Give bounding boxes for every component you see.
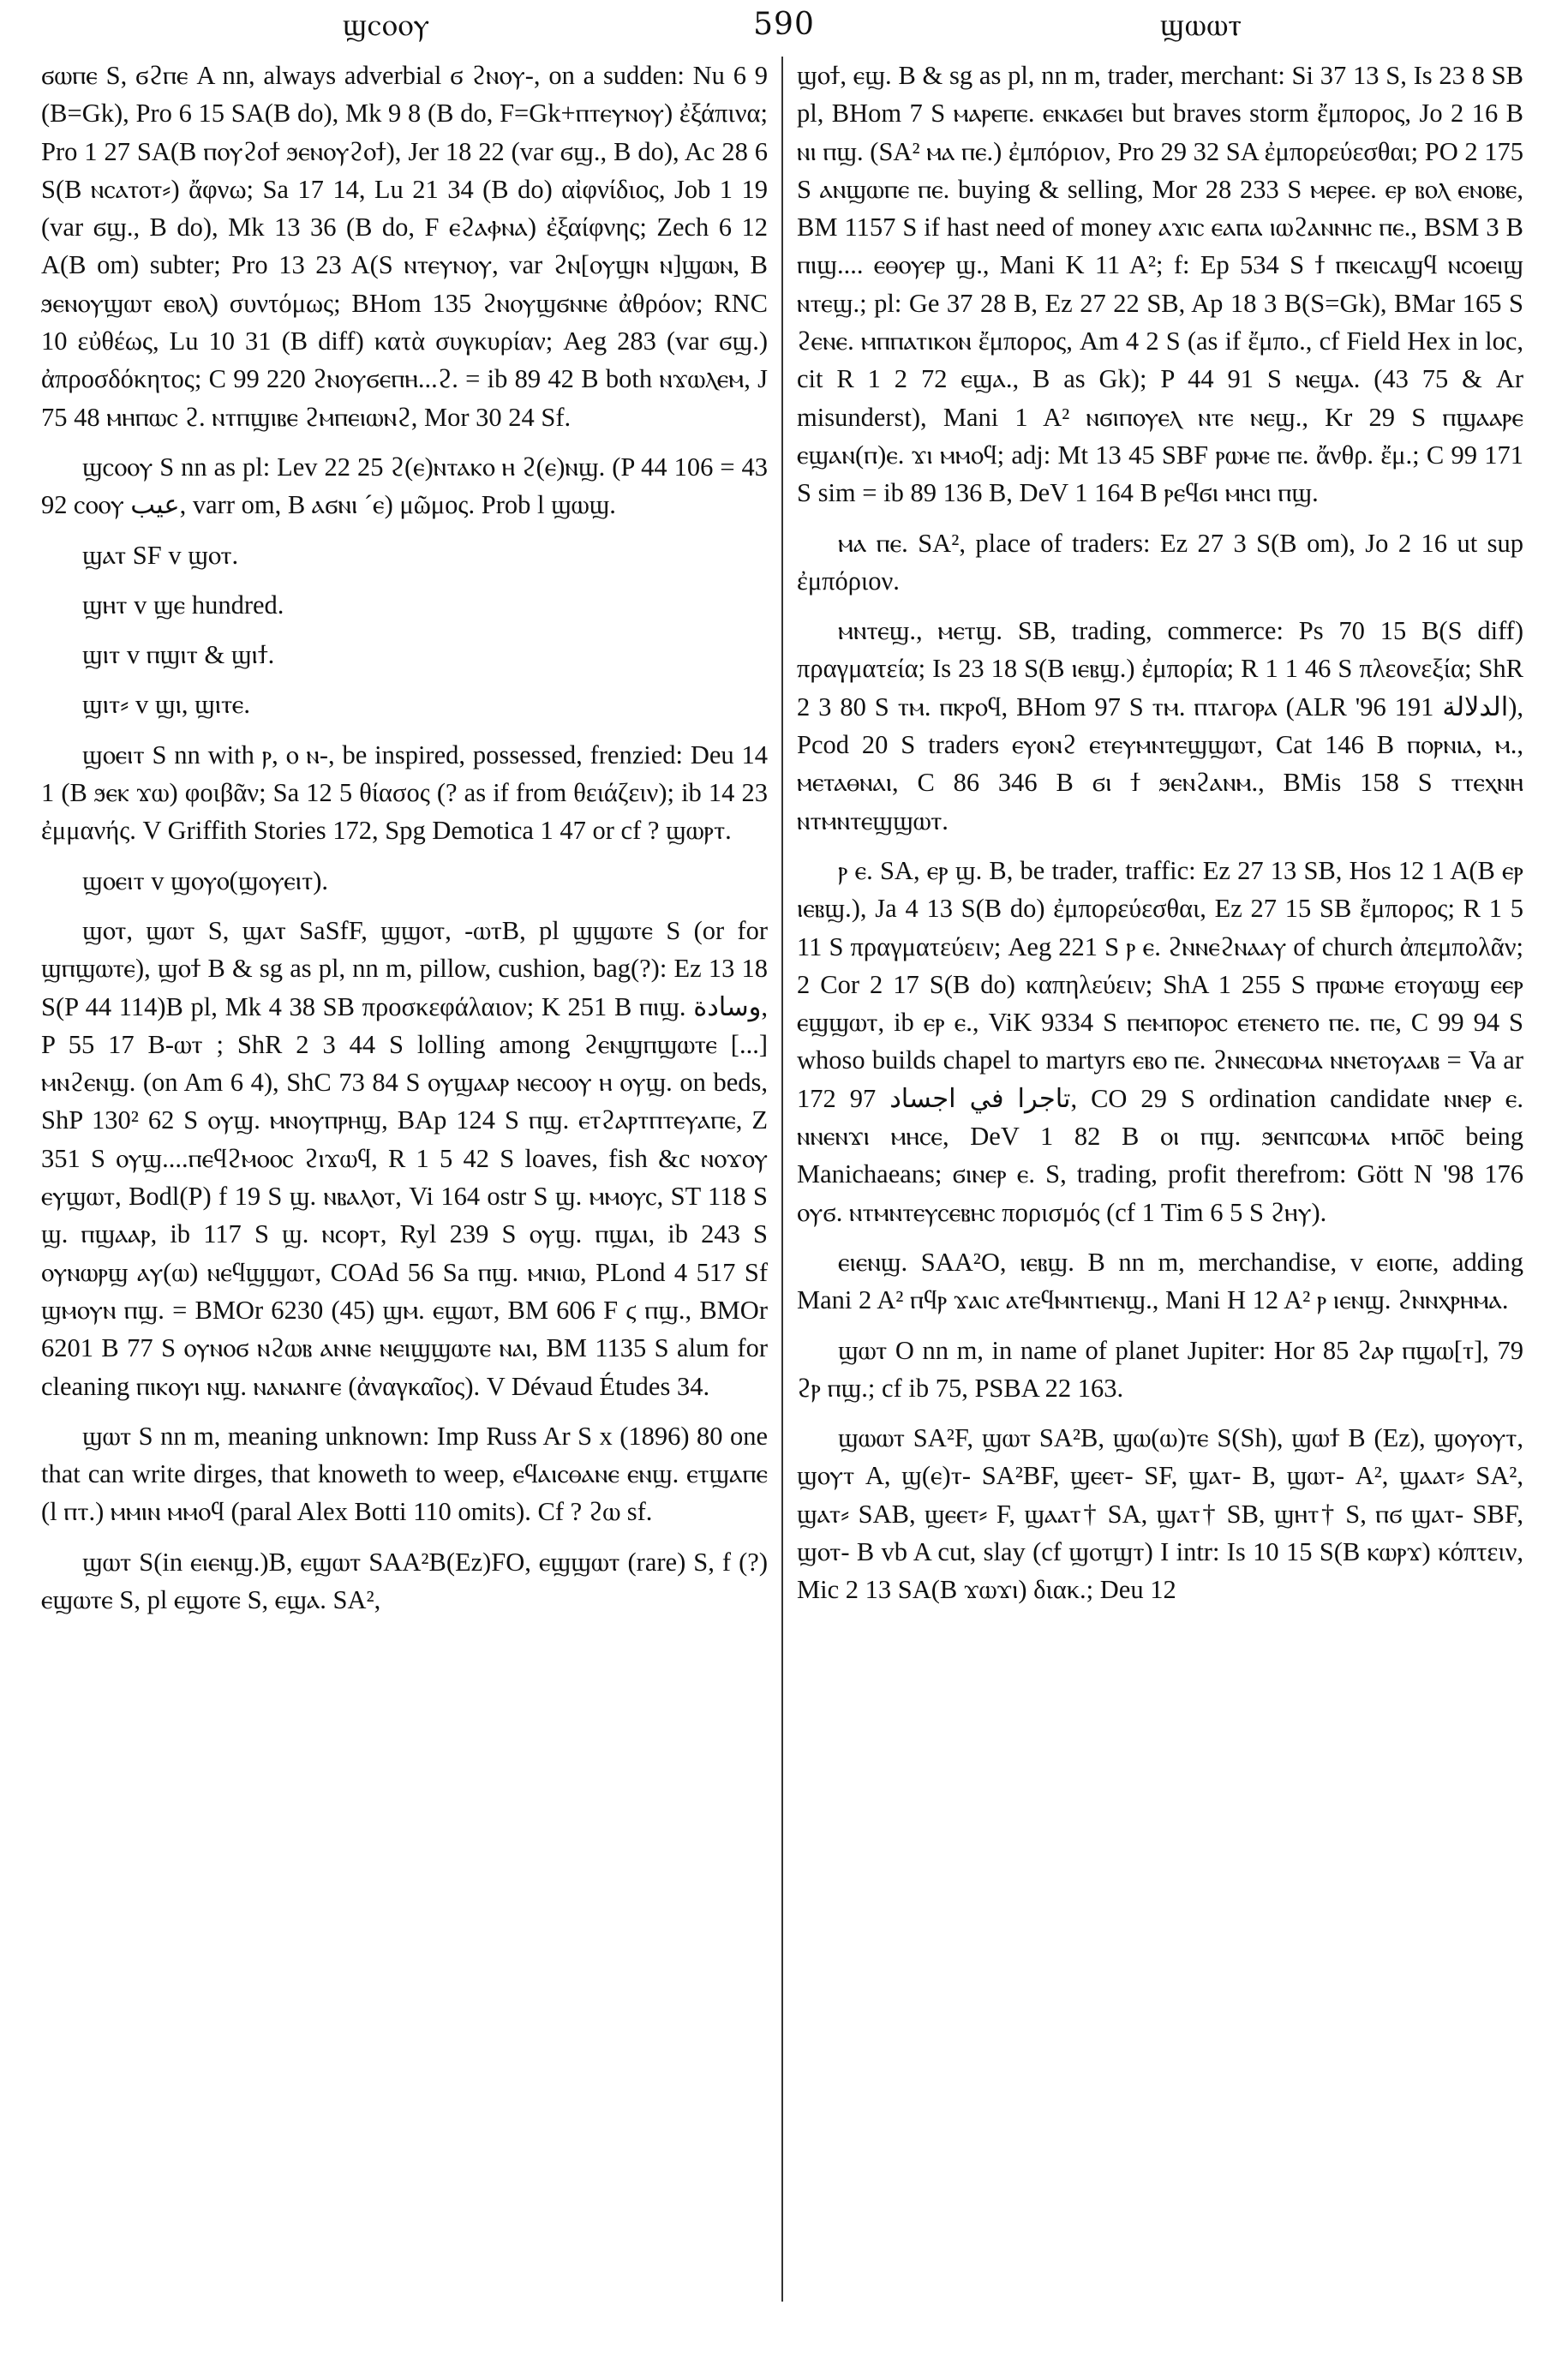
right-column <box>797 57 1523 2353</box>
two-column-body <box>41 57 1527 2353</box>
entry-paragraph: ϣⲏⲧ v ϣⲉ hundred. <box>82 590 284 620</box>
entry-paragraph: ϣⲓⲧ⸗ v ϣⲓ, ϣⲓⲧⲉ. <box>82 690 250 720</box>
entry-paragraph: ϣⲁⲧ SF v ϣⲟⲧ. <box>82 540 239 570</box>
entry-paragraph: ⲙⲁ ⲡⲉ. SA², place of traders: Ez 27 3 S(B om), Jo 2 16 ut sup ἐμπόριον. <box>797 528 1523 596</box>
entry-paragraph: ϣⲱⲱⲧ SA²F, ϣⲱⲧ SA²B, ϣⲱ(ⲱ)ⲧⲉ S(Sh), ϣⲱϯ B (Ez), ϣⲟⲩⲟⲩⲧ, ϣⲟⲩⲧ A, ϣ(ⲉ)ⲧ- SA²BF, ϣⲉⲉⲧ- SF, ϣⲁⲧ- B, ϣⲱⲧ- A², ϣⲁⲁⲧ⸗ SA², ϣⲁⲧ⸗ SAB, ϣⲉⲉⲧ⸗ F, ϣⲁⲁⲧ† SA, ϣⲁⲧ† SB, ϣⲏⲧ† S, ⲡϭ ϣⲁⲧ- SBF, ϣⲟⲧ- B vb A cut, slay (cf ϣⲟⲧϣⲧ) I intr: Is 10 15 S(B ⲕⲱⲣϫ) κόπτειν, Mic 2 13 SA(B ϫⲱϫⲓ) διακ.; Deu 12 <box>797 1423 1523 1605</box>
entry-paragraph: ϣⲟⲉⲓⲧ S nn with ⲣ, ⲟ ⲛ-, be inspired, possessed, frenzied: Deu 14 1 (B ϧⲉⲕ ϫⲱ) φοιβᾶν; Sa 12 5 θίασος (? as if from θειάζειν); ib 14 23 ἐμμανής. V Griffith Stories 172, Spg Demotica 1 47 or cf ? ϣⲱⲣⲧ. <box>41 739 768 846</box>
entry-paragraph: ϣⲱⲧ S(in ⲉⲓⲉⲛϣ.)B, ⲉϣⲱⲧ SAA²B(Ez)FO, ⲉϣϣⲱⲧ (rare) S, f (?) ⲉϣⲱⲧⲉ S, pl ⲉϣⲟⲧⲉ S, ⲉϣⲁ. SA², <box>41 1547 768 1614</box>
entry-paragraph: ϣⲱⲧ O nn m, in name of planet Jupiter: Hor 85 ϩⲁⲣ ⲡϣⲱ[ⲧ], 79 ϩⲣ ⲡϣ.; cf ib 75, PSBA 22 163. <box>797 1335 1523 1403</box>
left-column <box>41 57 768 2353</box>
page-header <box>34 7 1534 51</box>
entry-paragraph: ⲉⲓⲉⲛϣ. SAA²O, ⲓⲉⲃϣ. B nn m, merchandise, v ⲉⲓⲟⲡⲉ, adding Mani 2 A² ⲡϥⲣ ϫⲁⲓⲥ ⲁⲧⲉϥⲙⲛⲧⲓⲉⲛϣ., Mani H 12 A² ⲣ ⲓⲉⲛϣ. ϩⲛⲛⲭⲣⲏⲙⲁ. <box>797 1247 1523 1315</box>
page-number: 590 <box>753 7 815 42</box>
entry-paragraph: ϭⲱⲡⲉ S, ϭϩⲡⲉ A nn, always adverbial ϭ ϩⲛⲟⲩ-, on a sudden: Nu 6 9 (B=Gk), Pro 6 15 SA(B do), Mk 9 8 (B do, F=Gk+ⲡⲧⲉⲩⲛⲟⲩ) ἐξάπινα; Pro 1 27 SA(B ⲡⲟⲩϩⲟϯ ϧⲉⲛⲟⲩϩⲟϯ), Jer 18 22 (var ϭϣ., B do), Ac 28 6 S(B ⲛⲥⲁⲧⲟⲧ⸗) ἄφνω; Sa 17 14, Lu 21 34 (B do) αἰφνίδιος, Job 1 19 (var ϭϣ., B do), Mk 13 36 (B do, F ⲉϩⲁⲫⲛⲁ) ἐξαίφνης; Zech 6 12 A(B om) subter; Pro 13 23 A(S ⲛⲧⲉⲩⲛⲟⲩ, var ϩⲛ[ⲟⲩϣⲛ ⲛ]ϣⲱⲛ, B ϧⲉⲛⲟⲩϣⲱⲧ ⲉⲃⲟⲗ) συντόμως; BHom 135 ϩⲛⲟⲩϣϭⲛⲛⲉ ἀθρόον; RNC 10 εὐθέως, Lu 10 31 (B diff) κατὰ συγκυρίαν; Aeg 283 (var ϭϣ.) ἀπροσδόκητος; C 99 220 ϩⲛⲟⲩϭⲉⲡⲏ...ϩ. = ib 89 42 B both ⲛϫⲱⲗⲉⲙ, J 75 48 ⲙⲏⲡⲱⲥ ϩ. ⲛⲧⲡϣⲓⲃⲉ ϩⲙⲡⲉⲓⲱⲛϩ, Mor 30 24 Sf. <box>41 61 768 432</box>
entry-paragraph: ⲙⲛⲧⲉϣ., ⲙⲉⲧϣ. SB, trading, commerce: Ps 70 15 B(S diff) πραγματεία; Is 23 18 S(B ⲓⲉⲃϣ.) ἐμπορία; R 1 1 46 S πλεονεξία; ShR 2 3 80 S ⲧⲙ. ⲡⲕⲣⲟϥ, BHom 97 S ⲧⲙ. ⲡⲧⲁⲅⲟⲣⲁ (ALR '96 191 الدلالة), Pcod 20 S traders ⲉⲩⲟⲛϩ ⲉⲧⲉⲩⲙⲛⲧⲉϣϣⲱⲧ, Cat 146 B ⲡⲟⲣⲛⲓⲁ, ⲙ., ⲙⲉⲧⲁⲑⲛⲁⲓ, C 86 346 B ϭⲓ ϯ ϧⲉⲛϩⲁⲛⲙ., BMis 158 S ⲧⲧⲉⲭⲛⲏ ⲛⲧⲙⲛⲧⲉϣϣⲱⲧ. <box>797 616 1523 835</box>
left-running-headword: ϣⲥⲟⲟⲩ <box>343 8 431 43</box>
entry-paragraph: ϣⲟϯ, ⲉϣ. B & sg as pl, nn m, trader, merchant: Si 37 13 S, Is 23 8 SB pl, BHom 7 S ⲙⲁⲣⲉⲡⲉ. ⲉⲛⲕⲁϭⲉⲓ but braves storm ἔμπορος, Jo 2 16 B ⲛⲓ ⲡϣ. (SA² ⲙⲁ ⲡⲉ.) ἐμπόριον, Pro 29 32 SA ἐμπορεύεσθαι; PO 2 175 S ⲁⲛϣⲱⲡⲉ ⲡⲉ. buying & selling, Mor 28 233 S ⲙⲉⲣⲉⲉ. ⲉⲣ ⲃⲟⲗ ⲉⲛⲟⲃⲉ, BM 1157 S if hast need of money ⲁϫⲓⲥ ⲉⲁⲡⲁ ⲓⲱϩⲁⲛⲛⲏⲥ ⲡⲉ., BSM 3 B ⲡⲓϣ.... ⲉⲑⲟⲩⲉⲣ ϣ., Mani K 11 A²; f: Ep 534 S ϯ ⲡⲕⲉⲓⲥⲁϣϥ ⲛⲥⲟⲉⲓϣ ⲛⲧⲉϣ.; pl: Ge 37 28 B, Ez 27 22 SB, Ap 18 3 B(S=Gk), BMar 165 S ϩⲉⲛⲉ. ⲙⲡⲡⲁⲧⲓⲕⲟⲛ ἔμπορος, Am 4 2 S (as if ἔμπο., cf Field Hex in loc, cit R 1 2 72 ⲉϣⲁ., B as Gk); P 44 91 S ⲛⲉϣⲁ. (43 75 & Ar misunderst), Mani 1 A² ⲛϭⲓⲡⲟⲩⲉⲗ ⲛⲧⲉ ⲛⲉϣ., Kr 29 S ⲡϣⲁⲁⲣⲉ ⲉϣⲁⲛ(ⲡ)ⲉ. ϫⲓ ⲙⲙⲟϥ; adj: Mt 13 45 SBF ⲣⲱⲙⲉ ⲡⲉ. ἄνθρ. ἔμ.; C 99 171 S sim = ib 89 136 B, DeV 1 164 B ⲣⲉϥϭⲓ ⲙⲏⲥⲓ ⲡϣ. <box>797 61 1523 508</box>
entry-paragraph: ϣⲱⲧ S nn m, meaning unknown: Imp Russ Ar S x (1896) 80 one that can write dirges, that knoweth to weep, ⲉϥⲁⲓⲥⲑⲁⲛⲉ ⲉⲛϣ. ⲉⲧϣⲁⲡⲉ (l ⲡⲧ.) ⲙⲙⲓⲛ ⲙⲙⲟϥ (paral Alex Botti 110 omits). Cf ? ϩⲱ sf. <box>41 1421 768 1527</box>
entry-paragraph: ϣⲟⲉⲓⲧ v ϣⲟⲩⲟ(ϣⲟⲩⲉⲓⲧ). <box>82 865 328 895</box>
entry-paragraph: ϣⲥⲟⲟⲩ S nn as pl: Lev 22 25 ϩ(ⲉ)ⲛⲧⲁⲕⲟ ⲏ ϩ(ⲉ)ⲛϣ. (P 44 106 = 43 92 ⲥⲟⲟⲩ عيب, varr om, B ⲁϭⲛⲓ ´ⲉ) μῶμος. Prob l ϣⲱϣ. <box>41 452 768 520</box>
entry-paragraph: ⲣ ⲉ. SA, ⲉⲣ ϣ. B, be trader, traffic: Ez 27 13 SB, Hos 12 1 A(B ⲉⲣ ⲓⲉⲃϣ.), Ja 4 13 S(B do) ἐμπορεύεσθαι, Ez 27 15 SB ἔμπορος; R 1 5 11 S πραγματεύειν; Aeg 221 S ⲣ ⲉ. ϩⲛⲛⲉϩⲛⲁⲁⲩ of church ἀπεμπολᾶν; 2 Cor 2 17 S(B do) καπηλεύειν; ShA 1 255 S ⲡⲣⲱⲙⲉ ⲉⲧⲟⲩⲱϣ ⲉⲉⲣ ⲉϣϣⲱⲧ, ib ⲉⲣ ⲉ., ViK 9334 S ⲡⲉⲙⲡⲟⲣⲟⲥ ⲉⲧⲉⲛⲉⲧⲟ ⲡⲉ. ⲡⲉ, C 99 94 S whoso builds chapel to martyrs ⲉⲃⲟ ⲡⲉ. ϩⲛⲛⲉⲥⲱⲙⲁ ⲛⲛⲉⲧⲟⲩⲁⲁⲃ = Va ar 172 97 تاجرا في اجساد, CO 29 S ordination candidate ⲛⲛⲉⲣ ⲉ. ⲛⲛⲉⲛϫⲓ ⲙⲏⲥⲉ, DeV 1 82 B ⲟⲓ ⲡϣ. ϧⲉⲛⲡⲥⲱⲙⲁ ⲙⲡⲟ̄ⲥ̄ being Manichaeans; ϭⲓⲛⲉⲣ ⲉ. S, trading, profit therefrom: Gött N '98 176 ⲟⲩϭ. ⲛⲧⲙⲛⲧⲉⲩⲥⲉⲃⲏⲥ πορισμός (cf 1 Tim 6 5 S ϩⲏⲩ). <box>797 855 1523 1227</box>
entry-paragraph: ϣⲓⲧ v ⲡϣⲓⲧ & ϣⲓϯ. <box>82 640 275 670</box>
right-running-headword: ϣⲱⲱⲧ <box>1159 8 1242 43</box>
entry-paragraph: ϣⲟⲧ, ϣⲱⲧ S, ϣⲁⲧ SaSfF, ϣϣⲟⲧ, -ⲱⲧB, pl ϣϣⲱⲧⲉ S (or for ϣⲡϣⲱⲧⲉ), ϣⲟϯ B & sg as pl, nn m, pillow, cushion, bag(?): Ez 13 18 S(P 44 114)B pl, Mk 4 38 SB προσκεφάλαιον; K 251 B ⲡⲓϣ. وسادة, P 55 17 B-ⲱⲧ ; ShR 2 3 44 S lolling among ϩⲉⲛϣⲡϣⲱⲧⲉ [...] ⲙⲛϩⲉⲛϣ. (on Am 6 4), ShC 73 84 S ⲟⲩϣⲁⲁⲣ ⲛⲉⲥⲟⲟⲩ ⲏ ⲟⲩϣ. on beds, ShP 130² 62 S ⲟⲩϣ. ⲙⲛⲟⲩⲡⲣⲏϣ, BAp 124 S ⲡϣ. ⲉⲧϩⲁⲣⲧⲡⲧⲉⲩⲁⲡⲉ, Z 351 S ⲟⲩϣ....ⲡⲉϥϩⲙⲟⲟⲥ ϩⲓϫⲱϥ, R 1 5 42 S loaves, fish &c ⲛⲟϫⲟⲩ ⲉⲩϣⲱⲧ, Bodl(P) f 19 S ϣ. ⲛⲃⲁⲗⲟⲧ, Vi 164 ostr S ϣ. ⲙⲙⲟⲩⲥ, ST 118 S ϣ. ⲡϣⲁⲁⲣ, ib 117 S ϣ. ⲛⲥⲟⲣⲧ, Ryl 239 S ⲟⲩϣ. ⲡϣⲁⲓ, ib 243 S ⲟⲩⲛⲱⲣϣ ⲁⲩ(ⲱ) ⲛⲉϥϣϣⲱⲧ, COAd 56 Sa ⲡϣ. ⲙⲛⲓⲱ, PLond 4 517 Sf ϣⲙⲟⲩⲛ ⲡϣ. = BMOr 6230 (45) ϣⲙ. ⲉϣⲱⲧ, BM 606 F ϛ ⲡϣ., BMOr 6201 B 77 S ⲟⲩⲛⲟϭ ⲛϩⲱⲃ ⲁⲛⲛⲉ ⲛⲉⲓϣϣⲱⲧⲉ ⲛⲁⲓ, BM 1135 S alum for cleaning ⲡⲓⲕⲟⲩⲓ ⲛϣ. ⲛⲁⲛⲁⲛⲅⲉ (ἀναγκαῖος). V Dévaud Études 34. <box>41 915 768 1401</box>
column-divider <box>781 57 783 2302</box>
